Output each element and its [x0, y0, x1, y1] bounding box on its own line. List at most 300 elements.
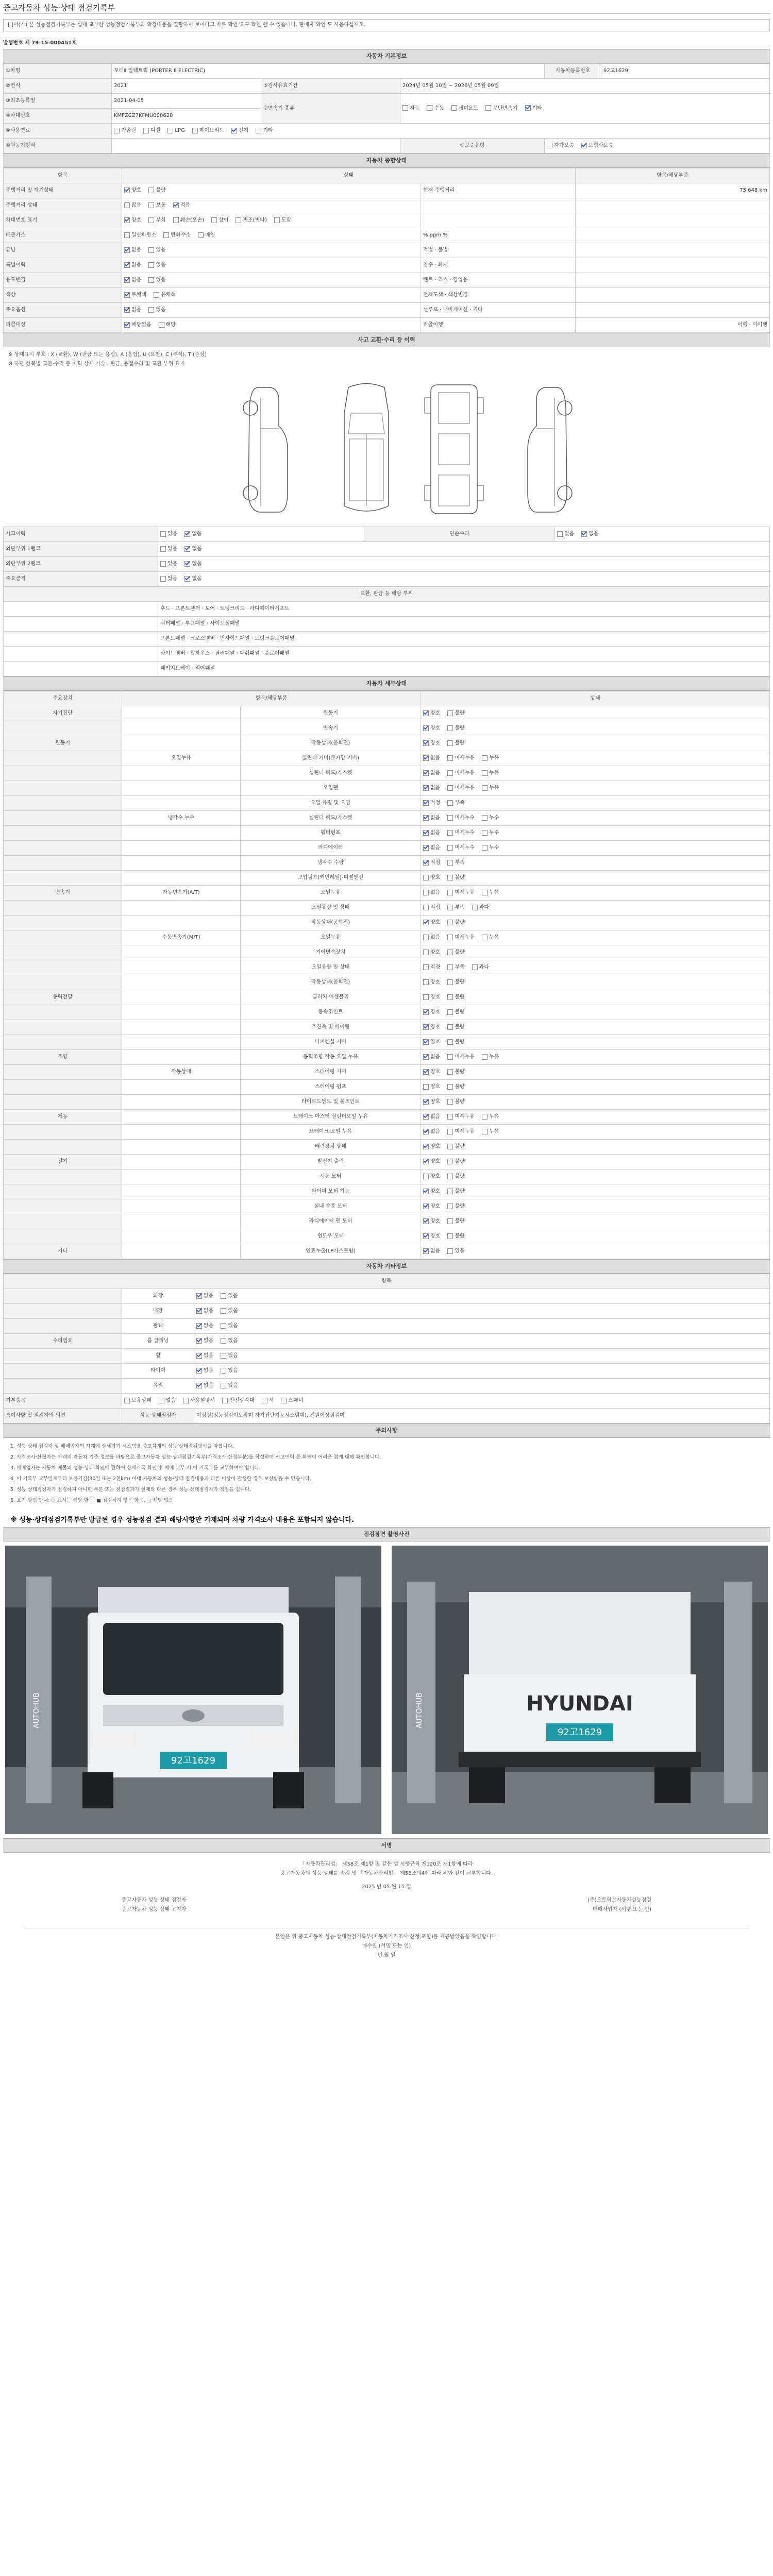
- general-option[interactable]: [148, 277, 165, 284]
- detail-option[interactable]: [423, 1054, 440, 1061]
- checkbox-icon[interactable]: [447, 1024, 453, 1030]
- detail-options[interactable]: [421, 1110, 770, 1125]
- checkbox-icon[interactable]: [482, 815, 488, 821]
- checkbox-icon[interactable]: [447, 1248, 453, 1254]
- basic-items-options-option[interactable]: [262, 1397, 274, 1404]
- detail-options[interactable]: [421, 1214, 770, 1229]
- checkbox-icon[interactable]: [159, 1398, 164, 1403]
- other-option[interactable]: [196, 1352, 213, 1360]
- checkbox-icon[interactable]: [256, 128, 261, 133]
- checkbox-icon[interactable]: [231, 128, 237, 133]
- checkbox-icon[interactable]: [482, 830, 488, 836]
- detail-option[interactable]: [472, 964, 489, 971]
- checkbox-icon[interactable]: [427, 105, 432, 111]
- frame2-options[interactable]: [158, 557, 770, 572]
- detail-option[interactable]: [447, 829, 475, 837]
- detail-option[interactable]: [423, 979, 440, 986]
- general-option[interactable]: [236, 217, 266, 224]
- checkbox-icon[interactable]: [423, 740, 429, 746]
- detail-option[interactable]: [482, 1054, 499, 1061]
- checkbox-icon[interactable]: [472, 964, 478, 970]
- checkbox-icon[interactable]: [423, 1024, 429, 1030]
- detail-options[interactable]: [421, 1095, 770, 1110]
- detail-option[interactable]: [447, 755, 475, 762]
- checkbox-icon[interactable]: [163, 232, 169, 238]
- detail-options[interactable]: [421, 781, 770, 796]
- detail-options[interactable]: [421, 721, 770, 736]
- detail-option[interactable]: [482, 1113, 499, 1121]
- checkbox-icon[interactable]: [447, 935, 453, 940]
- checkbox-icon[interactable]: [423, 845, 429, 851]
- checkbox-icon[interactable]: [423, 830, 429, 836]
- detail-options[interactable]: [421, 856, 770, 871]
- detail-options[interactable]: [421, 916, 770, 930]
- checkbox-icon[interactable]: [423, 1099, 429, 1105]
- detail-options[interactable]: [421, 990, 770, 1005]
- checkbox-icon[interactable]: [423, 1129, 429, 1134]
- checkbox-icon[interactable]: [184, 531, 190, 537]
- general-option[interactable]: [198, 232, 215, 239]
- general-option[interactable]: [124, 187, 141, 194]
- checkbox-icon[interactable]: [423, 860, 429, 866]
- checkbox-icon[interactable]: [124, 277, 130, 283]
- other-options[interactable]: [194, 1364, 770, 1379]
- fuel-options-option[interactable]: [256, 127, 273, 134]
- detail-options[interactable]: [421, 1050, 770, 1065]
- detail-option[interactable]: [447, 815, 475, 822]
- checkbox-icon[interactable]: [447, 800, 453, 806]
- checkbox-icon[interactable]: [196, 1323, 202, 1329]
- detail-option[interactable]: [447, 1054, 475, 1061]
- checkbox-icon[interactable]: [447, 1233, 453, 1239]
- other-option[interactable]: [221, 1352, 238, 1360]
- detail-option[interactable]: [482, 1128, 499, 1136]
- detail-option[interactable]: [423, 919, 440, 926]
- checkbox-icon[interactable]: [447, 845, 453, 851]
- detail-option[interactable]: [423, 725, 440, 732]
- detail-option[interactable]: [423, 1158, 440, 1165]
- general-row-options[interactable]: [122, 318, 421, 333]
- detail-option[interactable]: [423, 1113, 440, 1121]
- detail-options[interactable]: [421, 1035, 770, 1050]
- simple-repair-options[interactable]: [555, 527, 770, 542]
- detail-option[interactable]: [472, 904, 489, 911]
- general-option[interactable]: [274, 217, 291, 224]
- detail-option[interactable]: [423, 785, 440, 792]
- detail-options[interactable]: [421, 1229, 770, 1244]
- checkbox-icon[interactable]: [184, 576, 190, 582]
- detail-option[interactable]: [423, 859, 440, 867]
- checkbox-icon[interactable]: [447, 890, 453, 895]
- general-option[interactable]: [148, 262, 165, 269]
- checkbox-icon[interactable]: [124, 232, 130, 238]
- checkbox-icon[interactable]: [447, 1114, 453, 1120]
- basic-items-options-option[interactable]: [281, 1397, 303, 1404]
- checkbox-icon[interactable]: [482, 890, 488, 895]
- detail-option[interactable]: [482, 785, 499, 792]
- detail-option[interactable]: [423, 934, 440, 941]
- main-frame-options-option[interactable]: [160, 575, 177, 583]
- detail-option[interactable]: [482, 770, 499, 777]
- other-options[interactable]: [194, 1379, 770, 1394]
- detail-options[interactable]: [421, 736, 770, 751]
- checkbox-icon[interactable]: [447, 979, 453, 985]
- detail-option[interactable]: [423, 889, 440, 896]
- checkbox-icon[interactable]: [447, 1099, 453, 1105]
- checkbox-icon[interactable]: [423, 905, 429, 910]
- detail-option[interactable]: [447, 844, 475, 852]
- detail-option[interactable]: [423, 740, 440, 747]
- checkbox-icon[interactable]: [451, 105, 457, 111]
- general-option[interactable]: [124, 292, 146, 299]
- checkbox-icon[interactable]: [184, 546, 190, 552]
- fuel-options-option[interactable]: [167, 127, 184, 134]
- general-option[interactable]: [211, 217, 228, 224]
- checkbox-icon[interactable]: [423, 1159, 429, 1164]
- checkbox-icon[interactable]: [447, 1204, 453, 1209]
- detail-option[interactable]: [423, 1143, 440, 1150]
- checkbox-icon[interactable]: [447, 920, 453, 925]
- checkbox-icon[interactable]: [124, 202, 130, 208]
- checkbox-icon[interactable]: [124, 292, 130, 298]
- checkbox-icon[interactable]: [447, 710, 453, 716]
- general-option[interactable]: [124, 307, 141, 314]
- checkbox-icon[interactable]: [447, 1218, 453, 1224]
- checkbox-icon[interactable]: [124, 307, 130, 313]
- detail-option[interactable]: [447, 1128, 475, 1136]
- other-options[interactable]: [194, 1334, 770, 1349]
- other-options[interactable]: [194, 1289, 770, 1304]
- checkbox-icon[interactable]: [447, 1144, 453, 1149]
- checkbox-icon[interactable]: [485, 105, 491, 111]
- detail-options[interactable]: [421, 826, 770, 841]
- checkbox-icon[interactable]: [423, 1039, 429, 1045]
- checkbox-icon[interactable]: [447, 950, 453, 955]
- general-row-options[interactable]: [122, 243, 421, 258]
- checkbox-icon[interactable]: [447, 875, 453, 880]
- basic-items-options-option[interactable]: [159, 1397, 176, 1404]
- general-option[interactable]: [148, 307, 165, 314]
- checkbox-icon[interactable]: [447, 1189, 453, 1194]
- detail-option[interactable]: [423, 800, 440, 807]
- transmission-options-option[interactable]: [485, 105, 517, 112]
- checkbox-icon[interactable]: [423, 964, 429, 970]
- checkbox-icon[interactable]: [447, 1069, 453, 1075]
- checkbox-icon[interactable]: [160, 561, 166, 567]
- detail-option[interactable]: [423, 874, 440, 882]
- simple-repair-options-option[interactable]: [581, 531, 598, 538]
- checkbox-icon[interactable]: [143, 128, 149, 133]
- detail-option[interactable]: [447, 1143, 464, 1150]
- checkbox-icon[interactable]: [196, 1293, 202, 1299]
- checkbox-icon[interactable]: [184, 561, 190, 567]
- detail-option[interactable]: [482, 889, 499, 896]
- detail-option[interactable]: [423, 815, 440, 822]
- detail-options[interactable]: [421, 1020, 770, 1035]
- transmission-options[interactable]: [400, 94, 770, 124]
- detail-option[interactable]: [447, 1098, 464, 1106]
- checkbox-icon[interactable]: [447, 1129, 453, 1134]
- checkbox-icon[interactable]: [581, 143, 587, 148]
- detail-options[interactable]: [421, 766, 770, 781]
- detail-option[interactable]: [423, 1083, 440, 1091]
- other-options[interactable]: [194, 1319, 770, 1334]
- detail-option[interactable]: [423, 755, 440, 762]
- detail-option[interactable]: [447, 1083, 464, 1091]
- checkbox-icon[interactable]: [482, 770, 488, 776]
- main-frame-options-option[interactable]: [184, 575, 201, 583]
- checkbox-icon[interactable]: [447, 1084, 453, 1090]
- frame2-options-option[interactable]: [160, 561, 177, 568]
- other-option[interactable]: [196, 1337, 213, 1345]
- detail-options[interactable]: [421, 930, 770, 945]
- detail-option[interactable]: [447, 1173, 464, 1180]
- checkbox-icon[interactable]: [423, 785, 429, 791]
- general-option[interactable]: [124, 247, 141, 254]
- checkbox-icon[interactable]: [447, 994, 453, 1000]
- detail-option[interactable]: [447, 859, 464, 867]
- detail-options[interactable]: [421, 901, 770, 916]
- transmission-options-option[interactable]: [427, 105, 444, 112]
- detail-options[interactable]: [421, 811, 770, 826]
- checkbox-icon[interactable]: [423, 710, 429, 716]
- checkbox-icon[interactable]: [423, 800, 429, 806]
- detail-option[interactable]: [447, 874, 464, 882]
- checkbox-icon[interactable]: [221, 1368, 226, 1374]
- detail-option[interactable]: [423, 1098, 440, 1106]
- detail-option[interactable]: [447, 725, 464, 732]
- detail-options[interactable]: [421, 960, 770, 975]
- checkbox-icon[interactable]: [236, 217, 241, 223]
- detail-option[interactable]: [423, 1218, 440, 1225]
- checkbox-icon[interactable]: [423, 1204, 429, 1209]
- checkbox-icon[interactable]: [447, 905, 453, 910]
- checkbox-icon[interactable]: [196, 1338, 202, 1344]
- checkbox-icon[interactable]: [148, 188, 154, 193]
- detail-options[interactable]: [421, 1080, 770, 1095]
- basic-items-options-option[interactable]: [222, 1397, 254, 1404]
- checkbox-icon[interactable]: [472, 905, 478, 910]
- detail-option[interactable]: [447, 1024, 464, 1031]
- detail-option[interactable]: [447, 1158, 464, 1165]
- checkbox-icon[interactable]: [124, 322, 130, 328]
- detail-option[interactable]: [423, 1128, 440, 1136]
- checkbox-icon[interactable]: [447, 1174, 453, 1179]
- detail-option[interactable]: [423, 964, 440, 971]
- checkbox-icon[interactable]: [124, 1398, 130, 1403]
- other-option[interactable]: [196, 1323, 213, 1330]
- detail-option[interactable]: [447, 1113, 475, 1121]
- other-options[interactable]: [194, 1304, 770, 1319]
- detail-option[interactable]: [423, 1188, 440, 1195]
- transmission-options-option[interactable]: [451, 105, 479, 112]
- detail-options[interactable]: [421, 1199, 770, 1214]
- detail-option[interactable]: [423, 1009, 440, 1016]
- checkbox-icon[interactable]: [148, 262, 154, 268]
- general-row-options[interactable]: [122, 303, 421, 318]
- detail-option[interactable]: [447, 994, 464, 1001]
- general-option[interactable]: [163, 232, 191, 239]
- general-row-options[interactable]: [122, 273, 421, 288]
- checkbox-icon[interactable]: [281, 1398, 287, 1403]
- detail-option[interactable]: [482, 829, 499, 837]
- checkbox-icon[interactable]: [221, 1293, 226, 1299]
- checkbox-icon[interactable]: [221, 1353, 226, 1359]
- detail-option[interactable]: [447, 1218, 464, 1225]
- detail-option[interactable]: [447, 800, 464, 807]
- checkbox-icon[interactable]: [423, 1189, 429, 1194]
- detail-option[interactable]: [423, 844, 440, 852]
- checkbox-icon[interactable]: [423, 935, 429, 940]
- detail-option[interactable]: [447, 1069, 464, 1076]
- checkbox-icon[interactable]: [423, 920, 429, 925]
- general-option[interactable]: [124, 277, 141, 284]
- detail-options[interactable]: [421, 871, 770, 886]
- detail-options[interactable]: [421, 796, 770, 811]
- checkbox-icon[interactable]: [447, 770, 453, 776]
- detail-option[interactable]: [482, 755, 499, 762]
- checkbox-icon[interactable]: [262, 1398, 267, 1403]
- detail-option[interactable]: [423, 770, 440, 777]
- accident-options-option[interactable]: [184, 531, 201, 538]
- checkbox-icon[interactable]: [423, 755, 429, 761]
- general-option[interactable]: [173, 202, 190, 209]
- fuel-options-option[interactable]: [231, 127, 248, 134]
- checkbox-icon[interactable]: [148, 247, 154, 253]
- other-option[interactable]: [221, 1367, 238, 1375]
- detail-option[interactable]: [447, 1009, 464, 1016]
- general-option[interactable]: [159, 321, 176, 329]
- checkbox-icon[interactable]: [581, 531, 587, 537]
- checkbox-icon[interactable]: [423, 979, 429, 985]
- checkbox-icon[interactable]: [557, 531, 563, 537]
- fuel-options[interactable]: [112, 124, 770, 139]
- checkbox-icon[interactable]: [160, 576, 166, 582]
- detail-option[interactable]: [423, 949, 440, 956]
- detail-option[interactable]: [447, 889, 475, 896]
- checkbox-icon[interactable]: [173, 202, 179, 208]
- checkbox-icon[interactable]: [148, 277, 154, 283]
- detail-option[interactable]: [447, 1039, 464, 1046]
- detail-option[interactable]: [447, 1233, 464, 1240]
- general-option[interactable]: [173, 217, 204, 224]
- checkbox-icon[interactable]: [221, 1383, 226, 1388]
- general-option[interactable]: [154, 292, 176, 299]
- checkbox-icon[interactable]: [447, 755, 453, 761]
- accident-options-option[interactable]: [160, 531, 177, 538]
- detail-option[interactable]: [423, 1039, 440, 1046]
- checkbox-icon[interactable]: [447, 1054, 453, 1060]
- general-option[interactable]: [124, 262, 141, 269]
- general-option[interactable]: [148, 202, 165, 209]
- basic-items-options-option[interactable]: [124, 1397, 152, 1404]
- detail-option[interactable]: [423, 1173, 440, 1180]
- detail-options[interactable]: [421, 1140, 770, 1155]
- detail-options[interactable]: [421, 975, 770, 990]
- frame1-options-option[interactable]: [160, 546, 177, 553]
- fuel-options-option[interactable]: [114, 127, 136, 134]
- other-options[interactable]: [194, 1349, 770, 1364]
- checkbox-icon[interactable]: [423, 1144, 429, 1149]
- checkbox-icon[interactable]: [525, 105, 531, 111]
- detail-option[interactable]: [482, 844, 499, 852]
- detail-options[interactable]: [421, 886, 770, 901]
- general-option[interactable]: [148, 187, 165, 194]
- checkbox-icon[interactable]: [196, 1308, 202, 1314]
- fuel-options-option[interactable]: [143, 127, 160, 134]
- checkbox-icon[interactable]: [167, 128, 173, 133]
- checkbox-icon[interactable]: [482, 1114, 488, 1120]
- detail-options[interactable]: [421, 945, 770, 960]
- warranty-options-option[interactable]: [547, 142, 574, 149]
- transmission-options-option[interactable]: [525, 105, 542, 112]
- checkbox-icon[interactable]: [447, 740, 453, 746]
- accident-options[interactable]: [158, 527, 364, 542]
- warranty-options[interactable]: [545, 139, 770, 154]
- fuel-options-option[interactable]: [192, 127, 224, 134]
- other-option[interactable]: [196, 1293, 213, 1300]
- detail-options[interactable]: [421, 1155, 770, 1170]
- detail-options[interactable]: [421, 706, 770, 721]
- checkbox-icon[interactable]: [159, 322, 164, 328]
- other-option[interactable]: [221, 1337, 238, 1345]
- detail-option[interactable]: [447, 934, 475, 941]
- detail-option[interactable]: [482, 934, 499, 941]
- general-row-options[interactable]: [122, 213, 421, 228]
- checkbox-icon[interactable]: [211, 217, 217, 223]
- general-option[interactable]: [124, 217, 141, 224]
- simple-repair-options-option[interactable]: [557, 531, 574, 538]
- general-row-options[interactable]: [122, 288, 421, 303]
- general-row-options[interactable]: [122, 258, 421, 273]
- checkbox-icon[interactable]: [423, 1054, 429, 1060]
- checkbox-icon[interactable]: [221, 1338, 226, 1344]
- checkbox-icon[interactable]: [423, 890, 429, 895]
- detail-option[interactable]: [447, 1248, 464, 1255]
- sign-buyer[interactable]: 매수인 (서명 또는 인): [362, 1943, 411, 1949]
- checkbox-icon[interactable]: [423, 1069, 429, 1075]
- detail-options[interactable]: [421, 1065, 770, 1080]
- other-option[interactable]: [196, 1308, 213, 1315]
- checkbox-icon[interactable]: [423, 994, 429, 1000]
- warranty-options-option[interactable]: [581, 142, 613, 149]
- detail-option[interactable]: [447, 949, 464, 956]
- checkbox-icon[interactable]: [423, 1218, 429, 1224]
- checkbox-icon[interactable]: [423, 1174, 429, 1179]
- general-option[interactable]: [124, 202, 141, 209]
- detail-option[interactable]: [447, 979, 464, 986]
- checkbox-icon[interactable]: [160, 531, 166, 537]
- other-option[interactable]: [221, 1293, 238, 1300]
- checkbox-icon[interactable]: [547, 143, 552, 148]
- checkbox-icon[interactable]: [423, 950, 429, 955]
- detail-option[interactable]: [447, 919, 464, 926]
- checkbox-icon[interactable]: [173, 217, 179, 223]
- checkbox-icon[interactable]: [447, 860, 453, 866]
- frame1-options[interactable]: [158, 542, 770, 557]
- checkbox-icon[interactable]: [482, 785, 488, 791]
- checkbox-icon[interactable]: [148, 217, 154, 223]
- checkbox-icon[interactable]: [447, 1039, 453, 1045]
- detail-option[interactable]: [447, 710, 464, 717]
- detail-option[interactable]: [447, 770, 475, 777]
- general-row-options[interactable]: [122, 228, 421, 243]
- general-option[interactable]: [124, 321, 152, 329]
- checkbox-icon[interactable]: [192, 128, 198, 133]
- other-option[interactable]: [221, 1323, 238, 1330]
- checkbox-icon[interactable]: [222, 1398, 228, 1403]
- checkbox-icon[interactable]: [221, 1323, 226, 1329]
